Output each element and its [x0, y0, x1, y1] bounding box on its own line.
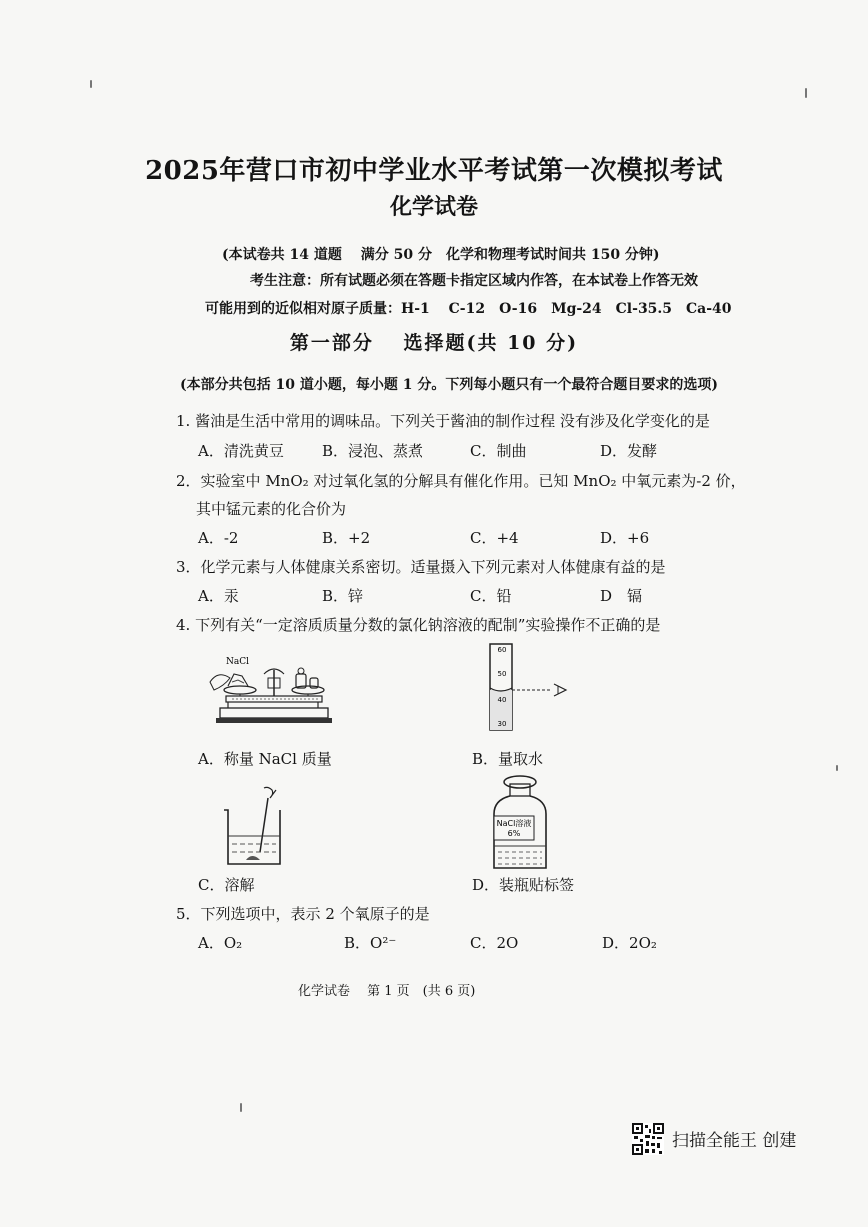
atomic-masses: 可能用到的近似相对原子质量：H-1 C-12 O-16 Mg-24 Cl-35.5 Ca-40	[205, 301, 732, 317]
question-text: ．实验室中 MnO₂ 对过氧化氢的分解具有催化作用。已知 MnO₂ 中氧元素为-2 价，	[185, 472, 746, 490]
question-5	[176, 903, 430, 924]
option-b: B．O²⁻	[344, 934, 397, 952]
option-a: A．称量 NaCl 质量	[198, 750, 332, 768]
cylinder-tick-60: 60	[497, 646, 507, 654]
bottle-label-solution: NaCl溶液	[496, 819, 532, 828]
scan-speck	[90, 80, 92, 88]
scanner-watermark: 扫描全能王 创建	[672, 1131, 797, 1151]
section-title: 第一部分 选择题(共 10 分)	[289, 332, 579, 354]
question-text: . 酱油是生活中常用的调味品。下列关于酱油的制作过程 没有涉及化学变化的是	[185, 412, 710, 430]
option-b: B．量取水	[472, 750, 544, 768]
exam-subtitle: 化学试卷	[389, 194, 478, 220]
question-1	[176, 410, 710, 431]
cylinder-tick-50: 50	[497, 670, 507, 678]
question-4	[176, 614, 660, 635]
bottle-figure	[488, 770, 552, 874]
option-c: C．2O	[470, 934, 519, 952]
option-a: A．汞	[198, 587, 239, 605]
question-number: 1	[176, 412, 186, 430]
option-d: D 镉	[600, 587, 643, 605]
qr-code-icon	[632, 1123, 664, 1155]
cylinder-tick-40: 40	[497, 696, 507, 704]
page-footer: 化学试卷 第 1 页 (共 6 页)	[298, 984, 476, 999]
option-c: C．制曲	[470, 442, 527, 460]
question-text: ．化学元素与人体健康关系密切。适量摄入下列元素对人体健康有益的是	[185, 558, 666, 576]
option-a: A．-2	[198, 529, 239, 547]
option-c: C．+4	[470, 529, 519, 547]
section-instruction: (本部分共包括 10 道小题，每小题 1 分。下列每小题只有一个最符合题目要求的选项)	[180, 377, 718, 393]
option-c: C．铅	[470, 587, 512, 605]
balance-nacl-label: NaCl	[226, 657, 250, 667]
question-number: 5	[176, 905, 186, 923]
cylinder-figure	[470, 642, 580, 734]
cylinder-tick-30: 30	[497, 720, 507, 728]
option-a: A．清洗黄豆	[198, 442, 284, 460]
question-3	[176, 556, 666, 577]
scan-speck	[240, 1103, 242, 1112]
question-2-continuation: 其中锰元素的化合价为	[196, 500, 347, 518]
question-number: 3	[176, 558, 186, 576]
option-c: C．溶解	[198, 876, 255, 894]
option-b: B．浸泡、蒸煮	[322, 442, 424, 460]
question-text: ．下列选项中，表示 2 个氧原子的是	[185, 905, 430, 923]
exam-notice: 考生注意：所有试题必须在答题卡指定区域内作答，在本试卷上作答无效	[250, 273, 698, 289]
exam-title: 2025年营口市初中学业水平考试第一次模拟考试	[145, 156, 723, 186]
question-number: 2	[176, 472, 186, 490]
scan-speck	[836, 765, 838, 771]
option-d: D．+6	[600, 529, 650, 547]
question-text: . 下列有关“一定溶质质量分数的氯化钠溶液的配制”实验操作不正确的是	[185, 616, 661, 634]
question-2	[176, 470, 746, 491]
option-d: D．2O₂	[602, 934, 657, 952]
option-b: B．锌	[322, 587, 364, 605]
balance-figure	[208, 652, 338, 730]
scan-speck	[805, 88, 807, 98]
option-d: D．发酵	[600, 442, 658, 460]
beaker-figure	[220, 786, 294, 870]
bottle-label-percent: 6%	[507, 829, 521, 838]
exam-meta: (本试卷共 14 道题 满分 50 分 化学和物理考试时间共 150 分钟)	[222, 247, 660, 263]
option-d: D．装瓶贴标签	[472, 876, 575, 894]
question-number: 4	[176, 616, 186, 634]
option-a: A．O₂	[198, 934, 243, 952]
option-b: B．+2	[322, 529, 371, 547]
